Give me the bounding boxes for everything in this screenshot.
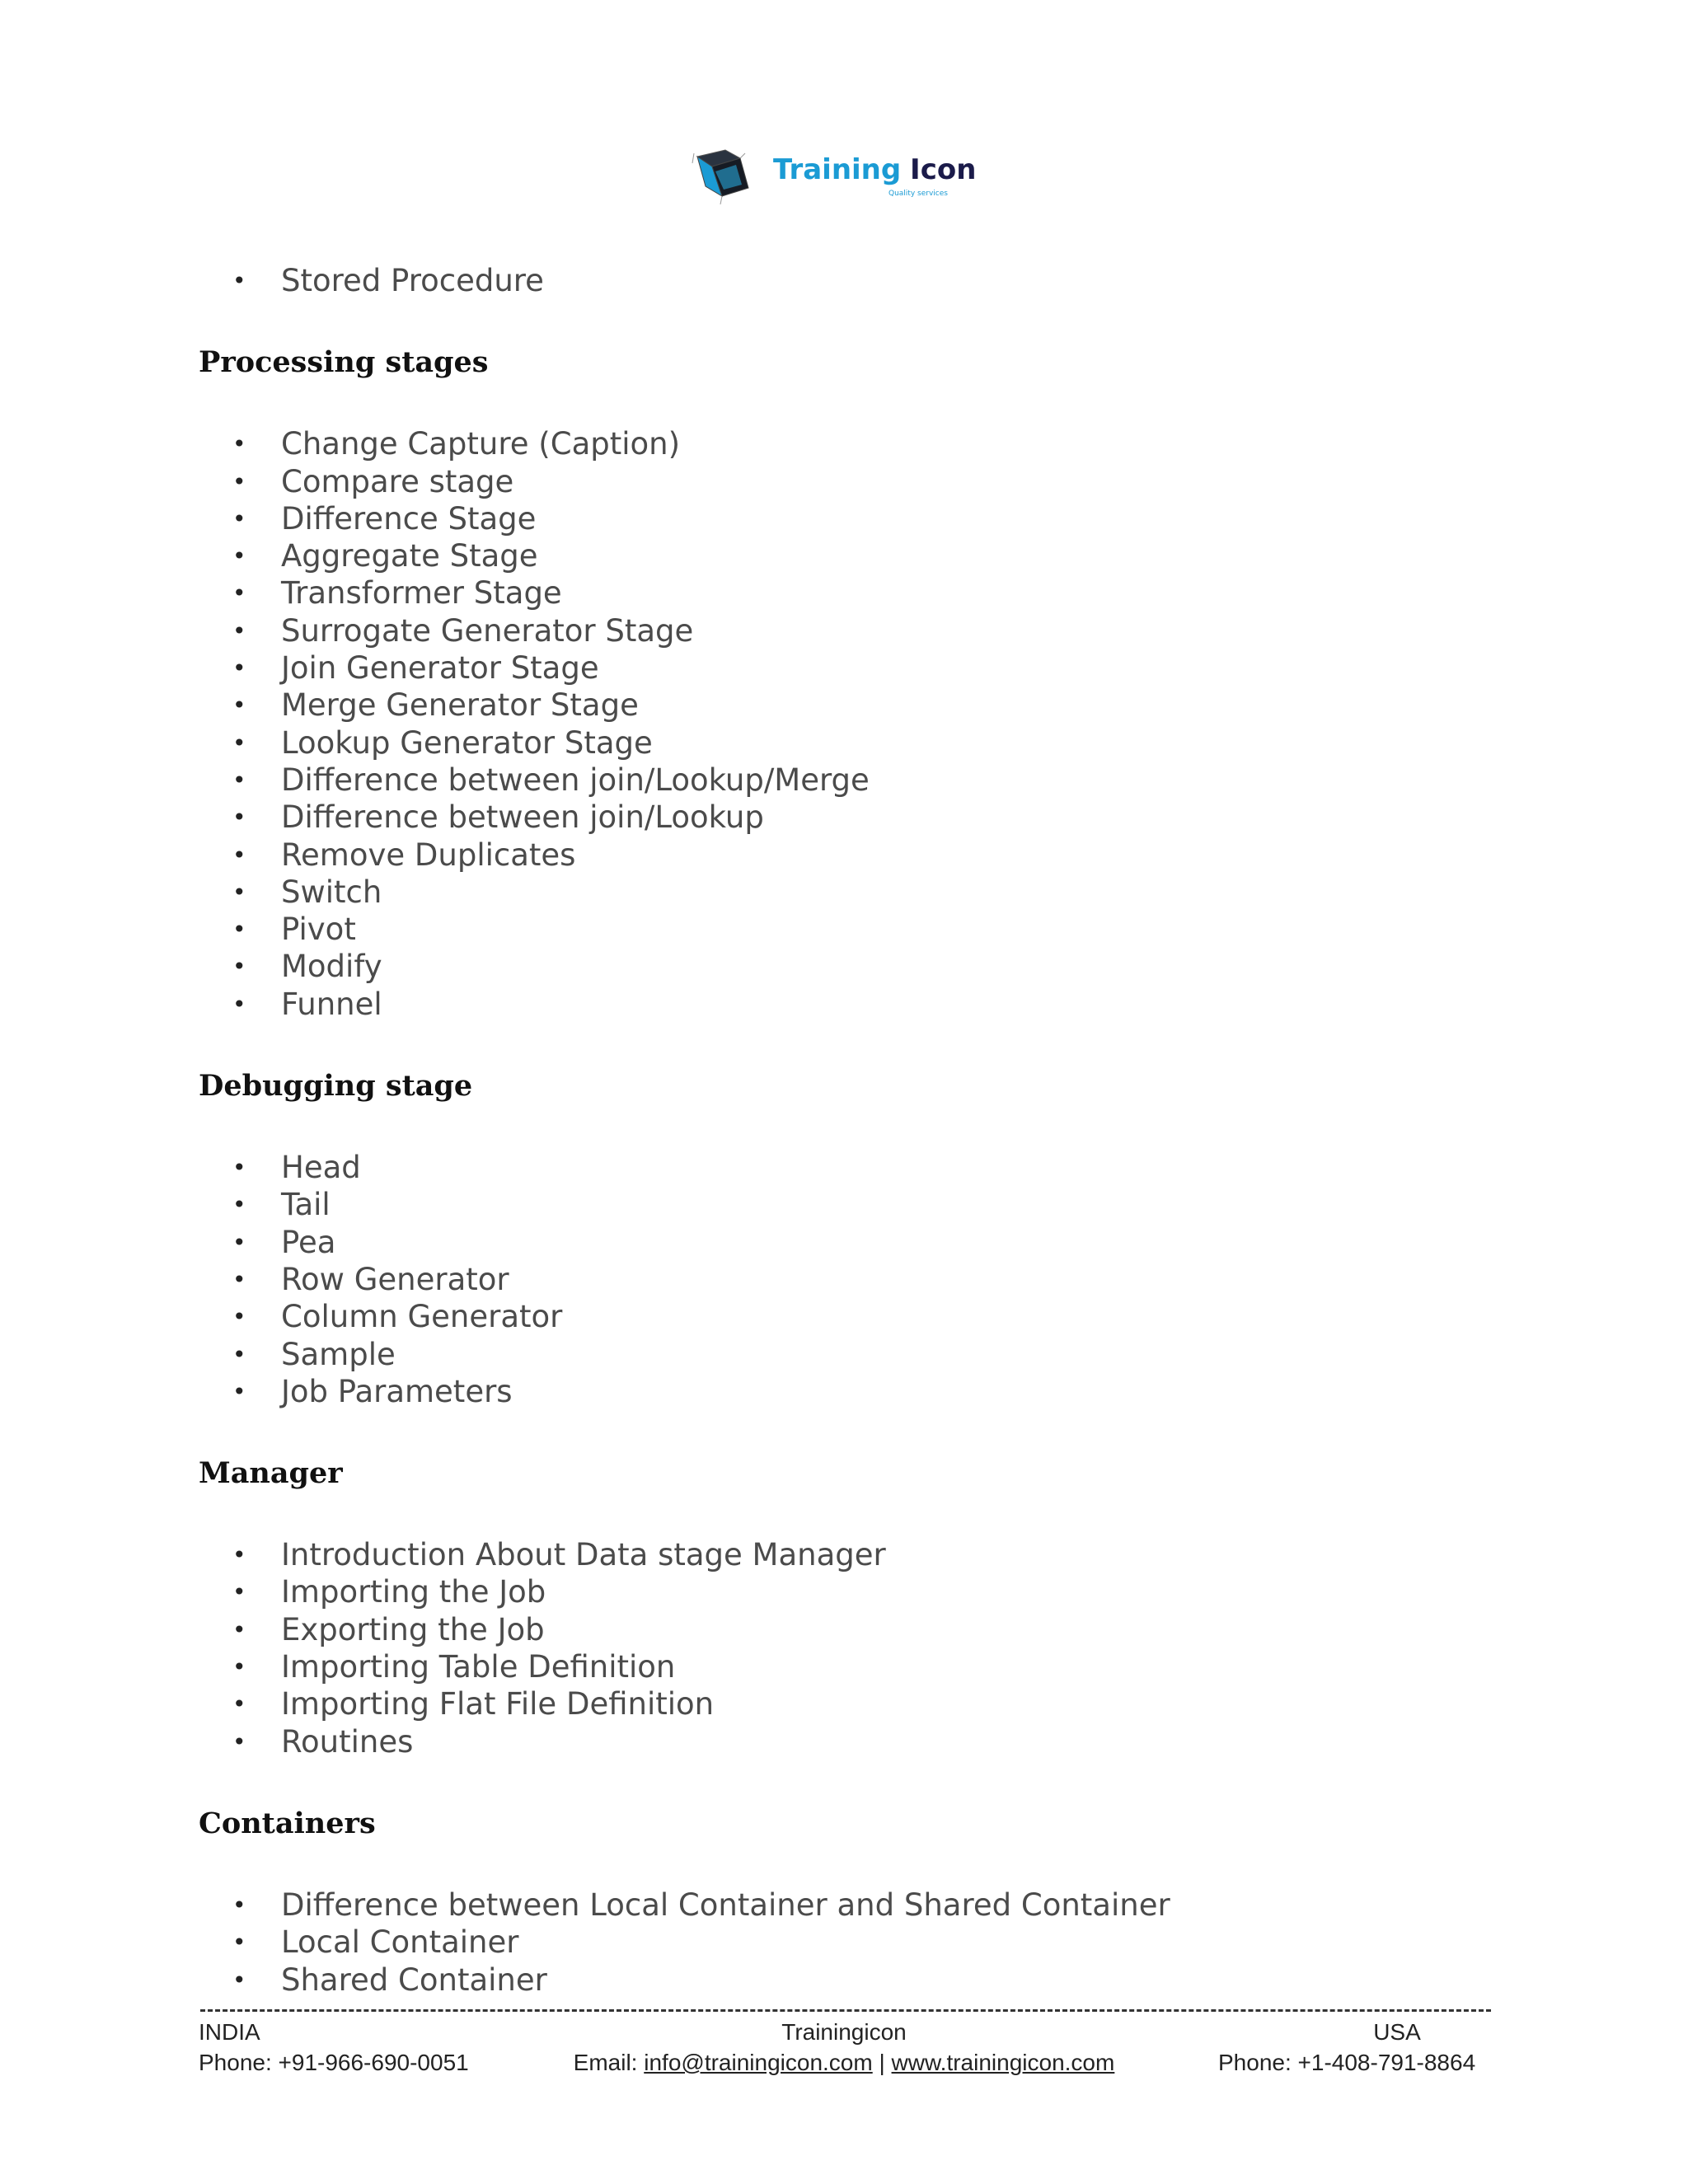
footer-email-label: Email: [573, 2050, 638, 2075]
footer-separator: | [879, 2050, 885, 2075]
list-item: • Merge Generator Stage [0, 687, 1688, 724]
list-item: • Compare stage [0, 463, 1688, 500]
document-body [0, 262, 1688, 1999]
list-item: • Importing the Job [0, 1573, 1688, 1610]
list-item: • Stored Procedure [0, 262, 1688, 299]
list-item: • Switch [0, 874, 1688, 911]
list-item: • Surrogate Generator Stage [0, 612, 1688, 649]
logo-wordmark [773, 153, 976, 186]
list-item: • Row Generator [0, 1261, 1688, 1298]
list-item: • Difference between Local Container and Shared Container [0, 1886, 1688, 1924]
footer-company-name: Trainingicon [781, 2019, 907, 2045]
logo-tagline: Quality services [889, 190, 948, 198]
manager-list [0, 1536, 1688, 1760]
training-icon-logo [691, 138, 979, 213]
logo-word-icon: Icon [910, 153, 977, 186]
footer-email-link[interactable]: info@trainingicon.com [644, 2050, 873, 2075]
list-item: • Routines [0, 1723, 1688, 1760]
list-item: • Difference between join/Lookup/Merge [0, 762, 1688, 799]
list-item: • Lookup Generator Stage [0, 724, 1688, 762]
list-item: • Sample [0, 1336, 1688, 1373]
list-item: • Join Generator Stage [0, 649, 1688, 687]
section-heading-manager: Manager [199, 1456, 343, 1491]
list-item: • Head [0, 1149, 1688, 1186]
footer-usa-phone: Phone: +1-408-791-8864 [1218, 2050, 1476, 2075]
list-item: • Pivot [0, 911, 1688, 948]
debugging-stage-list [0, 1149, 1688, 1410]
list-item: • Aggregate Stage [0, 537, 1688, 574]
list-item: • Remove Duplicates [0, 837, 1688, 874]
list-item: • Importing Flat File Definition [0, 1685, 1688, 1722]
containers-list [0, 1886, 1688, 1999]
list-item: • Exporting the Job [0, 1611, 1688, 1648]
list-item: • Transformer Stage [0, 574, 1688, 612]
list-item: • Introduction About Data stage Manager [0, 1536, 1688, 1573]
list-item: • Change Capture (Caption) [0, 425, 1688, 462]
processing-stages-list [0, 425, 1688, 1023]
list-item: • Modify [0, 948, 1688, 985]
cube-logo-icon [691, 138, 773, 213]
section-heading-containers: Containers [199, 1806, 376, 1840]
footer-usa-label: USA [1373, 2019, 1421, 2045]
list-item: • Importing Table Definition [0, 1648, 1688, 1685]
section-heading-processing-stages: Processing stages [199, 345, 489, 380]
logo-word-training: Training [773, 153, 902, 186]
footer-divider [200, 2009, 1491, 2012]
footer-india-phone: Phone: +91-966-690-0051 [199, 2050, 469, 2075]
list-item: • Job Parameters [0, 1373, 1688, 1410]
list-item: • Shared Container [0, 1961, 1688, 1999]
section-heading-debugging-stage: Debugging stage [199, 1069, 473, 1104]
footer-website-link[interactable]: www.trainingicon.com [891, 2050, 1115, 2075]
list-item: • Local Container [0, 1924, 1688, 1961]
list-item: • Column Generator [0, 1298, 1688, 1335]
list-item: • Difference Stage [0, 500, 1688, 537]
list-item: • Pea [0, 1224, 1688, 1261]
list-item: • Tail [0, 1186, 1688, 1223]
footer-india-label: INDIA [199, 2019, 260, 2045]
list-item: • Funnel [0, 986, 1688, 1023]
top-bullet-list [0, 262, 1688, 299]
list-item: • Difference between join/Lookup [0, 799, 1688, 836]
